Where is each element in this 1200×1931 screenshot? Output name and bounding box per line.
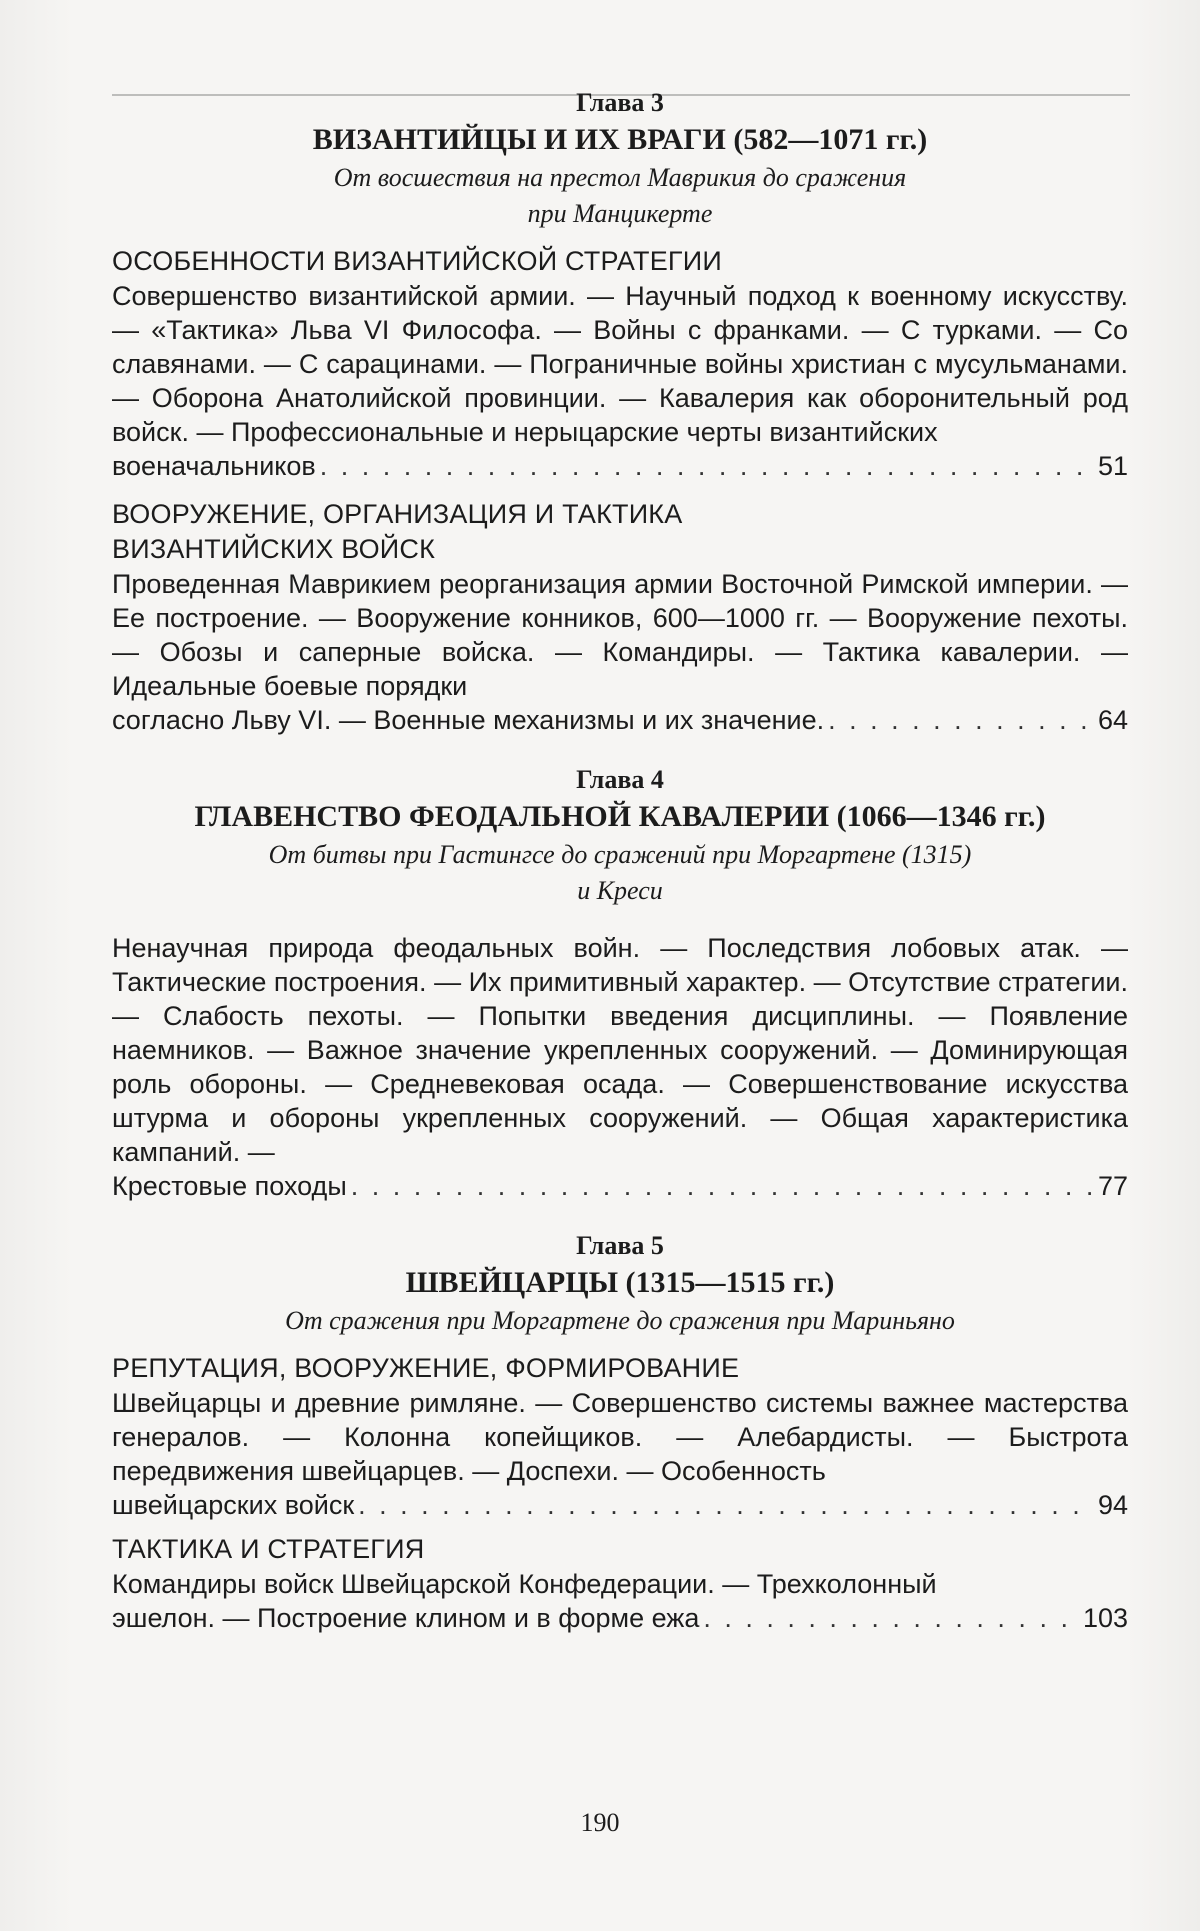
chapter-subtitle-line: От восшествия на престол Маврикия до сражения <box>333 163 907 192</box>
section-title: ТАКТИКА И СТРАТЕГИЯ <box>112 1534 425 1564</box>
toc-section <box>112 244 1128 483</box>
page-ref: 51 <box>1097 451 1128 481</box>
toc-entry-line[interactable] <box>112 449 1128 483</box>
dot-leader <box>703 1601 1079 1635</box>
section-last-line: эшелон. — Построение клином и в форме ежа <box>112 1603 700 1633</box>
section-last-line: Крестовые походы <box>112 1171 347 1201</box>
dot-leader <box>358 1488 1094 1522</box>
toc-section <box>112 1351 1128 1522</box>
page-number: 190 <box>580 1808 620 1837</box>
section-last-line: согласно Льву VI. — Военные механизмы и их значение. <box>112 705 825 735</box>
dot-leader <box>320 449 1094 483</box>
chapter-label: Глава 5 <box>576 1231 664 1260</box>
dot-leader <box>351 1169 1094 1203</box>
toc-entry-line[interactable] <box>112 1488 1128 1522</box>
chapter-title: ШВЕЙЦАРЦЫ (1315—1515 гг.) <box>405 1266 835 1299</box>
section-body: Командиры войск Швейцарской Конфедерации. — Трехколонный <box>112 1569 937 1599</box>
chapter-subtitle-line: От сражения при Моргартене до сражения при Мариньяно <box>285 1306 955 1335</box>
chapter-5-heading <box>112 1229 1128 1339</box>
toc-section <box>112 931 1128 1203</box>
chapter-3-heading <box>112 86 1128 232</box>
section-body: Швейцарцы и древние римляне. — Совершенство системы важнее мастерства генералов. — Колонна копейщиков. — Алебардисты. — Быстрота передвижения швейцарцев. — Доспехи. — Особенность <box>112 1388 1128 1486</box>
chapter-subtitle-line: при Манцикерте <box>527 199 713 228</box>
section-title: РЕПУТАЦИЯ, ВООРУЖЕНИЕ, ФОРМИРОВАНИЕ <box>112 1353 740 1383</box>
section-last-line: военачальников <box>112 451 316 481</box>
section-title-line2: ВИЗАНТИЙСКИХ ВОЙСК <box>112 534 436 564</box>
section-body: Совершенство византийской армии. — Научный подход к военному искусству. — «Тактика» Льва VI Философа. — Войны с франками. — С турками. — Со славянами. — С сарацинами. — Пограничные войны христиан с мусульманами. — Оборона Анатолийской провинции. — Кавалерия как оборонительный род войск. — Профессиональные и нерыцарские черты византийских <box>112 281 1128 447</box>
chapter-title: ГЛАВЕНСТВО ФЕОДАЛЬНОЙ КАВАЛЕРИИ (1066—1346 гг.) <box>194 800 1046 833</box>
section-title: ОСОБЕННОСТИ ВИЗАНТИЙСКОЙ СТРАТЕГИИ <box>112 246 722 276</box>
chapter-subtitle-line: От битвы при Гастингсе до сражений при Моргартене (1315) <box>268 840 972 869</box>
toc-section <box>112 497 1128 737</box>
section-body: Проведенная Маврикием реорганизация армии Восточной Римской империи. — Ее построение. — Вооружение конников, 600—1000 гг. — Вооружение пехоты. — Обозы и саперные войска. — Командиры. — Тактика кавалерии. — Идеальные боевые порядки <box>112 569 1128 701</box>
chapter-4-heading <box>112 763 1128 909</box>
toc-section <box>112 1532 1128 1635</box>
chapter-label: Глава 4 <box>576 765 664 794</box>
toc-entry-line[interactable] <box>112 703 1128 737</box>
page-ref: 77 <box>1097 1171 1128 1201</box>
dot-leader <box>828 703 1094 737</box>
toc-entry-line[interactable] <box>112 1169 1128 1203</box>
page-ref: 103 <box>1082 1603 1128 1633</box>
chapter-label: Глава 3 <box>576 88 664 117</box>
section-last-line: швейцарских войск <box>112 1490 355 1520</box>
page-ref: 64 <box>1097 705 1128 735</box>
section-title: ВООРУЖЕНИЕ, ОРГАНИЗАЦИЯ И ТАКТИКА <box>112 499 683 529</box>
section-body: Ненаучная природа феодальных войн. — Последствия лобовых атак. — Тактические построения. — Их примитивный характер. — Отсутствие стратегии. — Слабость пехоты. — Попытки введения дисциплины. — Появление наемников. — Важное значение укрепленных сооружений. — Доминирующая роль обороны. — Средневековая осада. — Совершенствование искусства штурма и обороны укрепленных сооружений. — Общая характеристика кампаний. — <box>112 933 1128 1167</box>
chapter-title: ВИЗАНТИЙЦЫ И ИХ ВРАГИ (582—1071 гг.) <box>312 123 928 156</box>
page-ref: 94 <box>1097 1490 1128 1520</box>
table-of-contents <box>112 76 1128 1635</box>
toc-entry-line[interactable] <box>112 1601 1128 1635</box>
chapter-subtitle-line: и Креси <box>577 876 663 905</box>
